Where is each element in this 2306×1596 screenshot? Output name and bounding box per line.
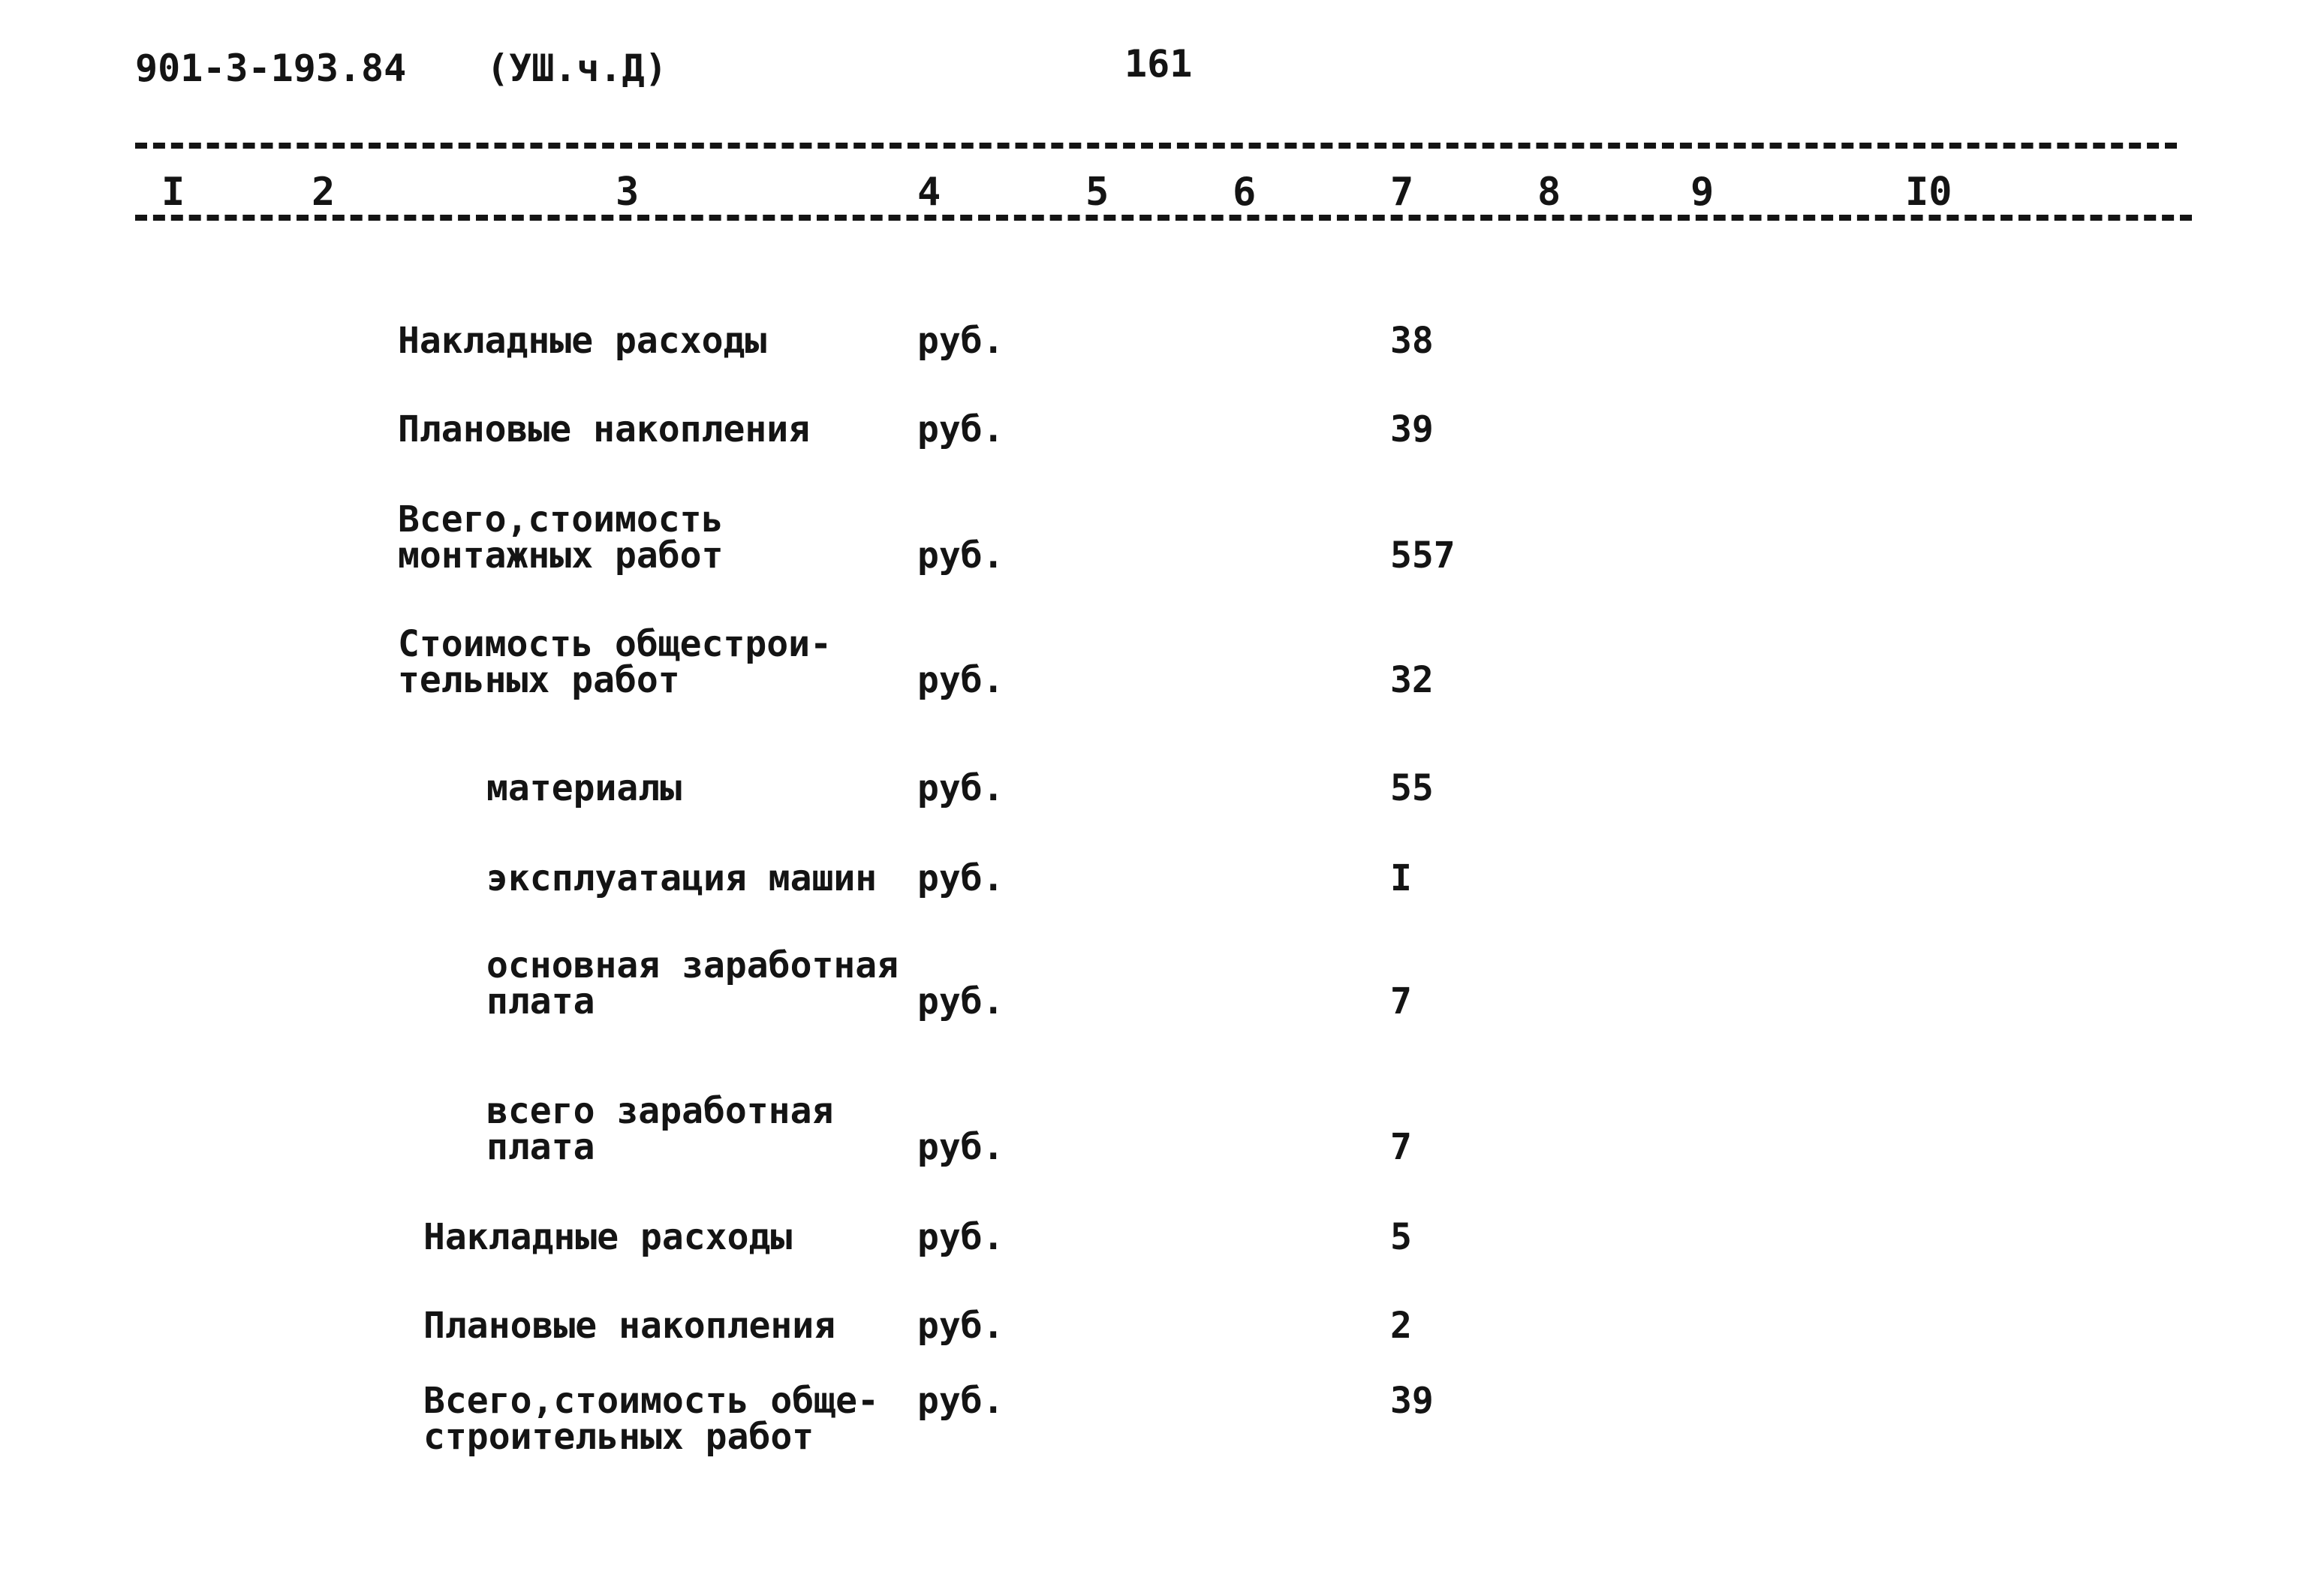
document-part: (УШ.ч.Д): [486, 47, 667, 90]
row-label: Плановые накопления: [398, 408, 811, 450]
row-unit: руб.: [917, 1126, 1004, 1168]
column-number-5: 5: [1085, 170, 1109, 215]
row-unit: руб.: [917, 767, 1004, 809]
row-value: I: [1390, 857, 1412, 899]
row-label: эксплуатация машин: [486, 857, 878, 899]
row-unit: руб.: [917, 408, 1004, 450]
column-number-3: 3: [616, 170, 640, 215]
column-number-9: 9: [1690, 170, 1714, 215]
row-value: 55: [1390, 767, 1434, 809]
row-value: 39: [1390, 1380, 1434, 1422]
row-value: 557: [1390, 535, 1456, 577]
row-unit: руб.: [917, 1216, 1004, 1258]
column-number-6: 6: [1233, 170, 1257, 215]
row-value: 39: [1390, 408, 1434, 450]
column-number-7: 7: [1390, 170, 1414, 215]
column-number-8: 8: [1537, 170, 1561, 215]
row-unit: руб.: [917, 659, 1004, 701]
column-number-1: I: [161, 170, 185, 215]
row-label: Всего,стоимость монтажных работ: [398, 498, 724, 577]
document-code: 901-3-193.84: [135, 47, 407, 90]
row-unit: руб.: [917, 980, 1004, 1022]
row-value: 38: [1390, 320, 1434, 362]
row-unit: руб.: [917, 1305, 1004, 1347]
header-bottom-rule: [135, 215, 2192, 221]
page-number: 161: [1124, 42, 1193, 86]
row-value: 32: [1390, 659, 1434, 701]
row-unit: руб.: [917, 1380, 1004, 1422]
row-unit: руб.: [917, 535, 1004, 577]
row-label: основная заработная плата: [486, 944, 899, 1022]
column-number-2: 2: [312, 170, 336, 215]
row-label: Плановые накопления: [423, 1305, 836, 1347]
row-label: материалы: [486, 767, 682, 809]
header-top-rule: [135, 143, 2177, 149]
row-unit: руб.: [917, 320, 1004, 362]
row-label: всего заработная плата: [486, 1090, 834, 1168]
row-label: Накладные расходы: [423, 1216, 793, 1258]
row-label: Всего,стоимость обще- строительных работ: [423, 1380, 879, 1458]
row-value: 2: [1390, 1305, 1412, 1347]
column-number-10: I0: [1905, 170, 1952, 215]
row-label: Стоимость общестрои- тельных работ: [398, 623, 832, 701]
row-value: 7: [1390, 1126, 1412, 1168]
row-value: 5: [1390, 1216, 1412, 1258]
column-number-4: 4: [917, 170, 941, 215]
row-value: 7: [1390, 980, 1412, 1022]
row-label: Накладные расходы: [398, 320, 767, 362]
row-unit: руб.: [917, 857, 1004, 899]
